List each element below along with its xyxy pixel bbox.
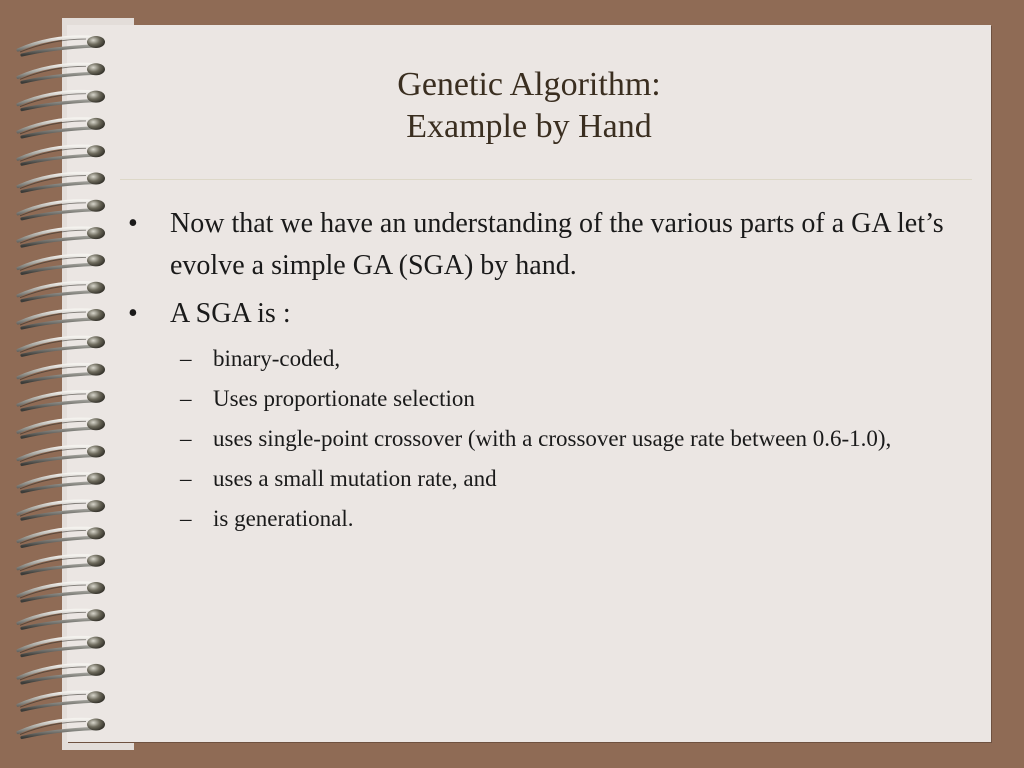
spiral-coil: [18, 282, 105, 301]
spiral-coil: [18, 364, 105, 383]
spiral-coil: [18, 200, 105, 219]
sub-bullet-marker: –: [180, 466, 192, 491]
sub-bullet-text: is generational.: [213, 506, 354, 531]
sub-bullet-marker: –: [180, 386, 192, 411]
slide-title-line1: Genetic Algorithm:: [397, 66, 661, 103]
bullet-marker: •: [128, 298, 138, 329]
sub-bullet-item: [128, 341, 968, 376]
spiral-coil: [18, 254, 105, 273]
title-divider: [120, 179, 972, 180]
spiral-coil: [18, 336, 105, 355]
sub-bullet-text: binary-coded,: [213, 346, 341, 371]
spiral-coil: [18, 609, 105, 628]
sub-bullet-text: Uses proportionate selection: [213, 386, 475, 411]
spiral-coil: [18, 500, 105, 519]
spiral-coil: [18, 309, 105, 328]
slide-body: [128, 203, 968, 541]
bullet-item: [128, 203, 968, 287]
sub-bullet-item: [128, 461, 968, 496]
bullet-text: Now that we have an understanding of the various parts of a GA let’s evolve a simple GA (SGA) by hand.: [170, 208, 944, 281]
sub-bullet-marker: –: [180, 346, 192, 371]
sub-bullet-marker: –: [180, 506, 192, 531]
spiral-coil: [18, 173, 105, 192]
sub-bullet-text: uses a small mutation rate, and: [213, 466, 497, 491]
spiral-coil: [18, 473, 105, 492]
sub-bullet-text: uses single-point crossover (with a crossover usage rate between 0.6-1.0),: [213, 426, 892, 451]
spiral-coil: [18, 391, 105, 410]
spiral-coil: [18, 582, 105, 601]
spiral-coil: [18, 719, 105, 738]
spiral-coil: [18, 637, 105, 656]
sub-bullet-item: [128, 501, 968, 536]
sub-bullet-item: [128, 381, 968, 416]
spiral-coil: [18, 555, 105, 574]
spiral-coil: [18, 36, 105, 55]
bullet-item: [128, 293, 968, 335]
spiral-coil: [18, 446, 105, 465]
spiral-coil: [18, 418, 105, 437]
sub-bullet-item: [128, 421, 968, 456]
spiral-coil: [18, 227, 105, 246]
slide-title: [67, 64, 991, 148]
spiral-coil: [18, 664, 105, 683]
slide-title-line2: Example by Hand: [406, 108, 652, 145]
bullet-text: A SGA is :: [170, 298, 291, 329]
bullet-marker: •: [128, 208, 138, 239]
sub-bullet-marker: –: [180, 426, 192, 451]
spiral-coil: [18, 145, 105, 164]
spiral-coil: [18, 527, 105, 546]
spiral-coil: [18, 691, 105, 710]
